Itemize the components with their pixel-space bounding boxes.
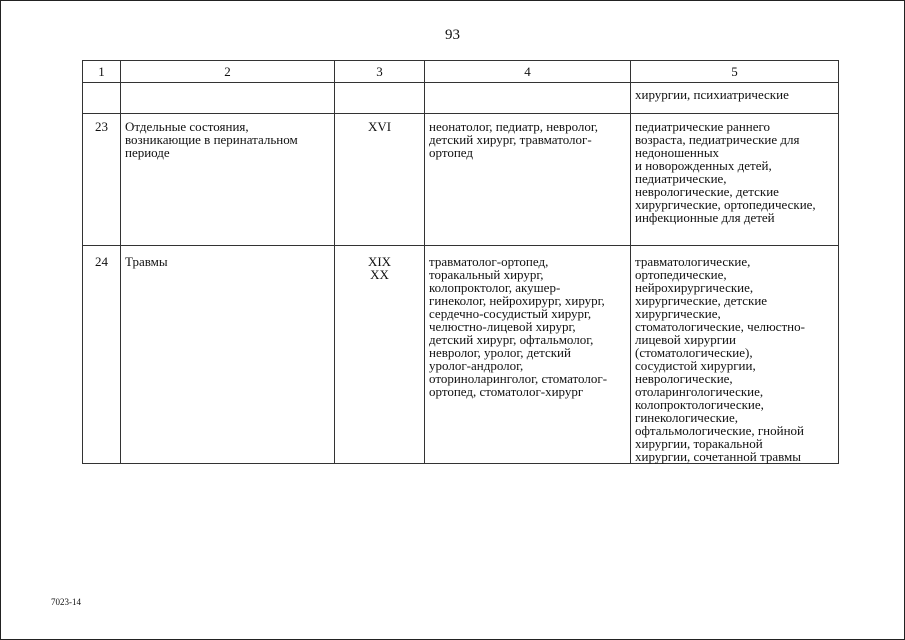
- cell-empty: [335, 83, 425, 114]
- header-col-2: 2: [121, 61, 335, 83]
- condition-text: Травмы: [125, 254, 168, 269]
- cell-profiles: [631, 246, 839, 464]
- cell-profiles: [631, 114, 839, 246]
- document-table: [82, 60, 839, 464]
- codes-text: XVI: [367, 119, 392, 134]
- cell-empty: [425, 83, 631, 114]
- cell-row-number: 23: [83, 114, 121, 246]
- condition-text: Отдельные состояния, возникающие в перинатальном периоде: [125, 119, 298, 160]
- cell-condition: [121, 246, 335, 464]
- profiles-text: травматологические, ортопедические, нейрохирургические, хирургические, детские хирургические, стоматологические, челюстно- лицевой хирургии (стоматологические), сосудистой хирургии, неврологические, отоларингологические, колопроктологические, гинекологические, офтальмологические, гнойной хирургии, торакальной хирургии, сочетанной травмы: [635, 254, 805, 464]
- cell-codes: [335, 246, 425, 464]
- cell-empty: [121, 83, 335, 114]
- cell-codes: [335, 114, 425, 246]
- profiles-text: педиатрические раннего возраста, педиатрические для недоношенных и новорожденных детей, педиатрические, неврологические, детские хирургические, ортопедические, инфекционные для детей: [635, 119, 816, 225]
- table-header-row: [83, 61, 839, 83]
- table-row: [83, 114, 839, 246]
- cell-specialists: [425, 114, 631, 246]
- cell-profiles-continuation: [631, 83, 839, 114]
- cell-condition: [121, 114, 335, 246]
- profiles-text: хирургии, психиатрические: [635, 87, 789, 102]
- table-continuation-row: [83, 83, 839, 114]
- specialists-text: неонатолог, педиатр, невролог, детский хирург, травматолог- ортопед: [429, 119, 599, 160]
- cell-empty: [83, 83, 121, 114]
- specialists-text: травматолог-ортопед, торакальный хирург, колопроктолог, акушер- гинеколог, нейрохирург, хирург, сердечно-сосудистый хирург, челюстно-лицевой хирург, детский хирург, офтальмолог, невролог, уролог, детский уролог-андролог, оториноларинголог, стоматолог- ортопед, стоматолог-хирург: [429, 254, 608, 399]
- table-row: [83, 246, 839, 464]
- cell-specialists: [425, 246, 631, 464]
- header-col-4: 4: [425, 61, 631, 83]
- footer-document-code: 7023-14: [51, 597, 81, 607]
- cell-row-number: 24: [83, 246, 121, 464]
- header-col-3: 3: [335, 61, 425, 83]
- header-col-1: 1: [83, 61, 121, 83]
- page-number: 93: [445, 27, 460, 43]
- codes-text: XIX XX: [367, 254, 392, 282]
- header-col-5: 5: [631, 61, 839, 83]
